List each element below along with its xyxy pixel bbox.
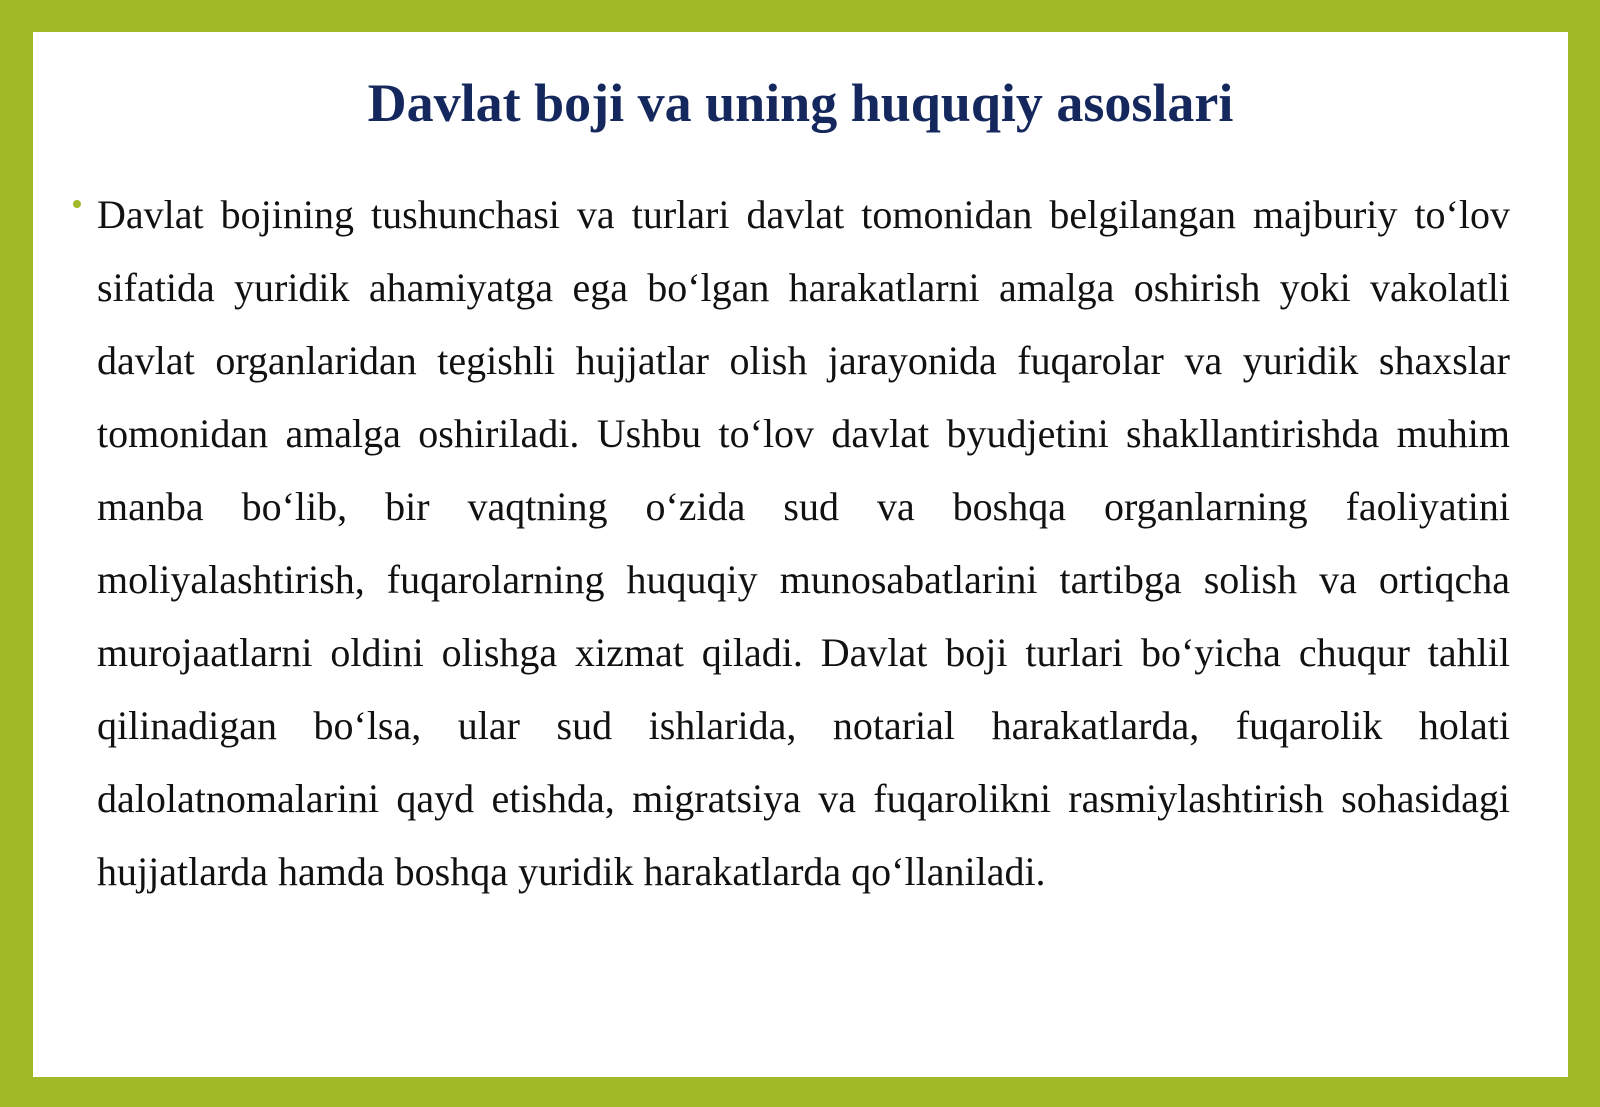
slide-title: Davlat boji va uning huquqiy asoslari [367,73,1234,133]
slide [33,32,1568,1077]
bullet-dot-icon [73,200,81,208]
bullet-text: Davlat bojining tushunchasi va turlari davlat tomonidan belgilangan majburiy to‘lov sifatida yuridik ahamiyatga ega bo‘lgan harakatlarni amalga oshirish yoki vakolatli davlat organlaridan tegishli hujjatlar olish jarayonida fuqarolar va yuridik shaxslar tomonidan amalga oshiriladi. Ushbu to‘lov davlat byudjetini shakllantirishda muhim manba bo‘lib, bir vaqtning o‘zida sud va boshqa organlarning faoliyatini moliyalashtirish, fuqarolarning huquqiy munosabatlarini tartibga solish va ortiqcha murojaatlarni oldini olishga xizmat qiladi. Davlat boji turlari bo‘yicha chuqur tahlil qilinadigan bo‘lsa, ular sud ishlarida, notarial harakatlarda, fuqarolik holati dalolatnomalarini qayd etishda, migratsiya va fuqarolikni rasmiylashtirish sohasidagi hujjatlarda hamda boshqa yuridik harakatlarda qo‘llaniladi. [97,192,1510,894]
